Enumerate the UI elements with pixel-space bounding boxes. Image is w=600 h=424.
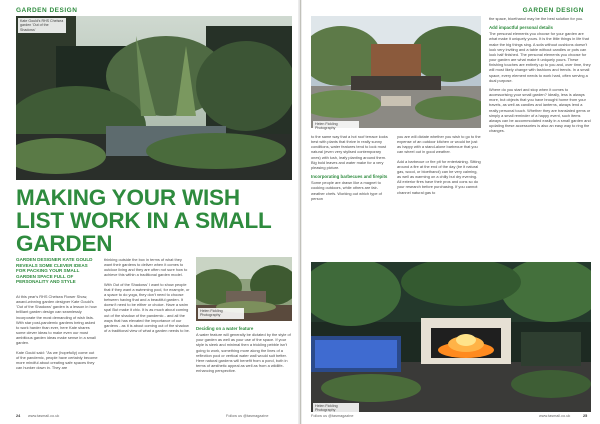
body-column-4: [311, 134, 391, 205]
paragraph: thinking outside the box in terms of what they want their gardens to deliver when it comes to outdoor living and they are often not sure how to achieve this within a traditional garden model.: [104, 257, 188, 278]
fire-pit-patio-photo: [311, 262, 591, 412]
patio-garden-photo: [311, 16, 481, 128]
body-column-3: [196, 326, 292, 377]
spine-gutter: [298, 0, 302, 424]
paragraph: you are will dictate whether you wish to go to the expense of an outdoor kitchen or would be just as happy with a stand-alone barbecue that you can wheel out in good weather.: [397, 134, 481, 155]
paragraph: to the same way that a hot roof terrace looks best with plants that thrive in really sunny conditions, water features tend to look most natural (even very stylised contemporary ones) with lush, leafy planting around them. Big bold leaves and water make for a very pleasing picture.: [311, 134, 388, 170]
paragraph: Some people are drawn like a magnet to cooking outdoors, while others are fair-weather chefs. Working out which type of person: [311, 180, 382, 201]
paragraph: the space, bioethanol may be the best solution for you.: [489, 16, 584, 21]
subheading: Deciding on a water feature: [196, 326, 254, 331]
paragraph: With Out of the Shadows' I want to show people that if they want a swimming pool, for example, or a space to do yoga, they don't need to choose between having that and a beautiful garden. It doesn't need to be either or choice. Have a swim spa! But make it chic. It is as much about coming out of the shadow of the pandemic - and all the ways that has elevated the importance of our gardens - as it is about coming out of the shadow of a traditional view of what a garden needs to be.: [104, 281, 190, 334]
page-number: 25: [583, 414, 588, 418]
section-tag-right: GARDEN DESIGN: [522, 7, 584, 14]
paragraph: Where do you start and stop when it comes to accessorising your small garden? Ideally, less is always more, but objects that you have brought home from your travels, as well as candles and lanterns, always lend a really personal touch. Whether they are translated gems or simply a small reminder of a happy event, such items always can be accommodated easily in a small garden and updating these accessories is also an easy way to ring the changes.: [489, 86, 591, 134]
article-headline: MAKING YOUR WISH LIST WORK IN A SMALL GARDEN: [16, 185, 272, 256]
paragraph: At this year's RHS Chelsea Flower Show, award-winning garden designer Kate Gould's 'Out of the Shadows' garden is a lesson in how brilliant garden design can seamlessly incorporate the most demanding of wish lists. With star post-pandemic gardens being asked to work harder than ever, here Kate shares some clever ideas to make even our most ambitious garden ideas make sense in a small garden.: [16, 294, 97, 346]
photo-caption: Kate Gould's RHS Chelsea garden 'Out of the Shadows': [18, 18, 66, 33]
paragraph: Kate Gould said: "As we (hopefully) come out of the pandemic, people have certainly become more mindful about creating safe spaces they can hunker down in. They are: [16, 349, 98, 371]
body-column-5: [397, 134, 481, 199]
right-page: [300, 0, 600, 424]
body-column-6: [489, 16, 591, 137]
section-tag-left: GARDEN DESIGN: [16, 7, 78, 14]
paragraph: Add a barbecue or fire pit for entertaining. Sitting around a fire at the end of the day (be it natural gas, wood, or bioethanol) can be very calming, as well as warming on a chilly but dry evening. All exterior fires have their pros and cons so do your research before purchasing. If you cannot channel natural gas to: [397, 158, 481, 195]
photo-caption: Helen Fickling Photography: [313, 121, 359, 132]
website-link: www.tasmail.co.uk: [28, 414, 60, 418]
body-column-1: [16, 294, 98, 374]
social-handle: Follow us @tasmagazine: [226, 414, 269, 418]
subheading: Add impactful personal details: [489, 25, 553, 31]
social-handle: Follow us @tasmagazine: [311, 414, 354, 418]
article-standfirst: GARDEN DESIGNER KATE GOULD REVEALS SOME CLEVER IDEAS FOR PACKING YOUR SMALL GARDEN SPACE FULL OF PERSONALITY AND STYLE: [16, 257, 93, 285]
page-number: 24: [16, 414, 21, 418]
photo-caption: Helen Fickling Photography: [198, 308, 244, 319]
chelsea-garden-photo: [16, 16, 292, 180]
website-link: www.tasmail.co.uk: [539, 414, 571, 418]
paragraph: The personal elements you choose for your garden are what make it uniquely yours. It is the little things in life that make the big things sing. A sofa without cushions doesn't look very inviting and a table without candles or pots can look half finished. The personal elements you choose for your garden are what make it uniquely yours. These finishing touches are entirely up to you and, over time, they will most likely change with fashions and trends. In a small space, every element needs to work hard, often serving a dual purpose.: [489, 31, 591, 83]
body-column-2: [104, 257, 190, 337]
subheading: Incorporating barbecues and firepits: [311, 174, 388, 180]
photo-caption: Helen Fickling Photography: [313, 403, 359, 414]
paragraph: A water feature will generally be dictated by the style of your garden as well as your use of the space. If your style is sleek and minimal then a trickling pebble isn't going to work, something more along the lines of a reflection pool or vertical water wall would suit better. Here natural gardens will benefit from a pond, both in terms of aesthetic appeal as well as from a wildlife-enhancing perspective.: [196, 332, 291, 374]
